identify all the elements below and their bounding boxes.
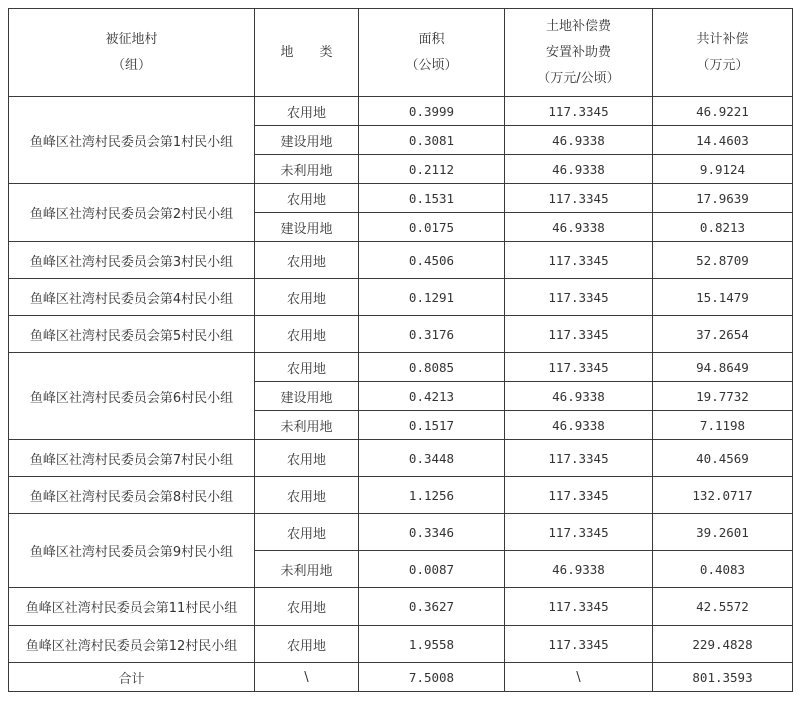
total-cell: 0.4083 <box>653 551 793 588</box>
header-land-type-line: 地 类 <box>280 44 333 60</box>
total-cell: 229.4828 <box>653 626 793 663</box>
header-total-line: （万元） <box>696 57 749 73</box>
fee-cell: 46.9338 <box>505 551 653 588</box>
land-type-cell: 农用地 <box>255 626 359 663</box>
land-type-cell: 建设用地 <box>255 213 359 242</box>
land-type-cell: 农用地 <box>255 242 359 279</box>
total-cell: 46.9221 <box>653 97 793 126</box>
village-cell: 鱼峰区社湾村民委员会第9村民小组 <box>9 514 255 588</box>
fee-cell: 117.3345 <box>505 353 653 382</box>
fee-cell: 117.3345 <box>505 242 653 279</box>
village-cell: 鱼峰区社湾村民委员会第6村民小组 <box>9 353 255 440</box>
header-fee-line: （万元/公顷） <box>537 70 620 86</box>
area-cell: 0.4213 <box>359 382 505 411</box>
fee-cell: 117.3345 <box>505 514 653 551</box>
village-cell: 鱼峰区社湾村民委员会第1村民小组 <box>9 97 255 184</box>
header-area-line: 面积 <box>418 31 445 47</box>
area-cell: 0.3448 <box>359 440 505 477</box>
header-village <box>9 9 255 97</box>
fee-cell: 46.9338 <box>505 382 653 411</box>
total-cell: 19.7732 <box>653 382 793 411</box>
table-row <box>9 279 793 316</box>
header-area-line: （公顷） <box>405 57 458 73</box>
land-type-cell: 未利用地 <box>255 155 359 184</box>
table-row <box>9 626 793 663</box>
area-cell: 0.2112 <box>359 155 505 184</box>
fee-cell: 46.9338 <box>505 411 653 440</box>
land-type-cell: 建设用地 <box>255 126 359 155</box>
header-land-type <box>255 9 359 97</box>
area-cell: 0.3176 <box>359 316 505 353</box>
land-type-cell: 未利用地 <box>255 411 359 440</box>
fee-cell: 46.9338 <box>505 155 653 184</box>
village-cell: 鱼峰区社湾村民委员会第12村民小组 <box>9 626 255 663</box>
area-cell: 0.3081 <box>359 126 505 155</box>
total-cell: 39.2601 <box>653 514 793 551</box>
header-area <box>359 9 505 97</box>
total-cell: 9.9124 <box>653 155 793 184</box>
total-cell: 94.8649 <box>653 353 793 382</box>
total-fee-cell: \ <box>505 663 653 692</box>
table-row <box>9 588 793 626</box>
area-cell: 0.3627 <box>359 588 505 626</box>
land-type-cell: 农用地 <box>255 353 359 382</box>
fee-cell: 117.3345 <box>505 97 653 126</box>
header-total-line: 共计补偿 <box>696 31 749 47</box>
village-cell: 鱼峰区社湾村民委员会第2村民小组 <box>9 184 255 242</box>
total-cell: 52.8709 <box>653 242 793 279</box>
table-row <box>9 353 793 382</box>
village-cell: 鱼峰区社湾村民委员会第5村民小组 <box>9 316 255 353</box>
total-type-cell: \ <box>255 663 359 692</box>
fee-cell: 117.3345 <box>505 588 653 626</box>
area-cell: 0.4506 <box>359 242 505 279</box>
fee-cell: 117.3345 <box>505 184 653 213</box>
header-row <box>9 9 793 97</box>
header-fee <box>505 9 653 97</box>
area-cell: 0.8085 <box>359 353 505 382</box>
area-cell: 1.9558 <box>359 626 505 663</box>
header-total <box>653 9 793 97</box>
total-cell: 7.1198 <box>653 411 793 440</box>
land-type-cell: 农用地 <box>255 588 359 626</box>
area-cell: 0.3999 <box>359 97 505 126</box>
land-type-cell: 未利用地 <box>255 551 359 588</box>
table-row <box>9 440 793 477</box>
total-cell: 132.0717 <box>653 477 793 514</box>
total-cell: 15.1479 <box>653 279 793 316</box>
land-type-cell: 农用地 <box>255 184 359 213</box>
header-village-line: （组） <box>111 57 151 73</box>
fee-cell: 117.3345 <box>505 279 653 316</box>
area-cell: 0.1531 <box>359 184 505 213</box>
header-fee-line: 安置补助费 <box>545 44 611 60</box>
total-cell: 14.4603 <box>653 126 793 155</box>
table-row <box>9 184 793 213</box>
fee-cell: 117.3345 <box>505 626 653 663</box>
land-type-cell: 建设用地 <box>255 382 359 411</box>
table-row <box>9 316 793 353</box>
fee-cell: 117.3345 <box>505 316 653 353</box>
total-cell: 42.5572 <box>653 588 793 626</box>
grand-total-cell: 801.3593 <box>653 663 793 692</box>
land-type-cell: 农用地 <box>255 279 359 316</box>
header-fee-line: 土地补偿费 <box>545 18 611 34</box>
village-cell: 鱼峰区社湾村民委员会第11村民小组 <box>9 588 255 626</box>
area-cell: 1.1256 <box>359 477 505 514</box>
total-area-cell: 7.5008 <box>359 663 505 692</box>
land-type-cell: 农用地 <box>255 514 359 551</box>
village-cell: 鱼峰区社湾村民委员会第4村民小组 <box>9 279 255 316</box>
table-row <box>9 97 793 126</box>
village-cell: 鱼峰区社湾村民委员会第3村民小组 <box>9 242 255 279</box>
table-row <box>9 477 793 514</box>
fee-cell: 117.3345 <box>505 440 653 477</box>
fee-cell: 46.9338 <box>505 126 653 155</box>
area-cell: 0.1291 <box>359 279 505 316</box>
area-cell: 0.0175 <box>359 213 505 242</box>
table-row <box>9 514 793 551</box>
table-row <box>9 242 793 279</box>
header-village-line: 被征地村 <box>105 31 158 47</box>
total-row <box>9 663 793 692</box>
total-cell: 0.8213 <box>653 213 793 242</box>
village-cell: 鱼峰区社湾村民委员会第7村民小组 <box>9 440 255 477</box>
area-cell: 0.3346 <box>359 514 505 551</box>
land-type-cell: 农用地 <box>255 440 359 477</box>
area-cell: 0.0087 <box>359 551 505 588</box>
total-cell: 17.9639 <box>653 184 793 213</box>
land-type-cell: 农用地 <box>255 477 359 514</box>
land-type-cell: 农用地 <box>255 97 359 126</box>
total-cell: 37.2654 <box>653 316 793 353</box>
village-cell: 鱼峰区社湾村民委员会第8村民小组 <box>9 477 255 514</box>
area-cell: 0.1517 <box>359 411 505 440</box>
total-cell: 40.4569 <box>653 440 793 477</box>
land-type-cell: 农用地 <box>255 316 359 353</box>
total-label-cell: 合计 <box>9 663 255 692</box>
compensation-table <box>8 8 793 692</box>
fee-cell: 46.9338 <box>505 213 653 242</box>
fee-cell: 117.3345 <box>505 477 653 514</box>
